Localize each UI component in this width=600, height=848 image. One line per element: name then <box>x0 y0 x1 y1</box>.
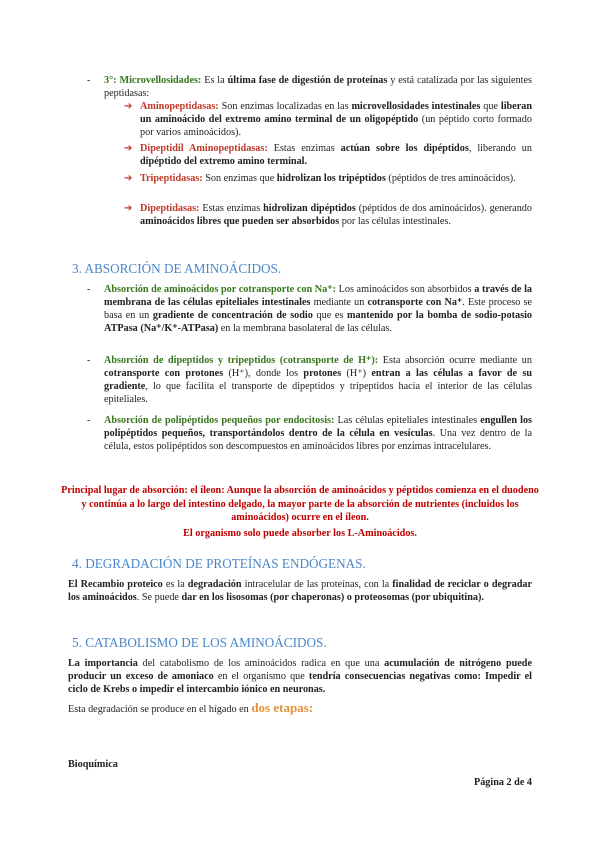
l-aminoacids-note: El organismo solo puede absorber los L-Aminoácidos. <box>183 528 417 539</box>
absorcion-heading: Absorción de dipeptidos y tripeptidos (cotransporte de H⁺): <box>104 355 379 366</box>
absorption-site-note: Principal lugar de absorción: el íleon: Aunque la absorción de aminoácidos y péptidos comienza en el duodeno y continúa a lo largo del intestino delgado, la mayor parte de la absorción de nutrientes (incluidos los aminoácidos) ocurre en el íleon. <box>61 485 539 523</box>
absorcion-item: Absorción de aminoácidos por cotransporte con Na⁺: Los aminoácidos son absorbidos a través de la membrana de las células epiteliales intestinales mediante un cotransporte con Na⁺. Este proceso se basa en un gradiente de concentración de sodio que es mantenido por la bomba de sodio-potasio ATPasa (Na⁺/K⁺-ATPasa) en la membrana basolateral de las células. <box>104 284 533 334</box>
absorcion-item: Absorción de polipéptidos pequeños por endocitosis: Las células epiteliales intestinales engullen los polipéptidos pequeños, transportándolos dentro de la célula en vesículas. Una vez dentro de la célula, estos polipéptidos son descompuestos en aminoácidos libres por enzimas intracelulares. <box>104 415 533 452</box>
bullet-dash: - <box>87 415 91 426</box>
section-5-etapas: Esta degradación se produce en el hígado en dos etapas: <box>68 700 314 715</box>
microvellosidades-paragraph: 3°: Microvellosidades: Es la última fase de digestión de proteínas y está catalizada por las siguientes peptidasas: <box>104 75 532 99</box>
absorcion-heading: Absorción de polipéptidos pequeños por endocitosis: <box>104 415 335 426</box>
peptidasa-item: Aminopeptidasas: Son enzimas localizadas en las microvellosidades intestinales que liberan un aminoácido del extremo amino terminal de un oligopéptido (un péptido corto formado por varios aminoácidos). <box>140 101 532 138</box>
peptidasa-name: Dipeptidil Aminopeptidasas: <box>140 143 268 154</box>
peptidasa-name: Dipeptidasas: <box>140 203 200 214</box>
section-5-title: 5. CATABOLISMO DE LOS AMINOÁCIDOS. <box>72 635 327 650</box>
section-4-title: 4. DEGRADACIÓN DE PROTEÍNAS ENDÓGENAS. <box>72 556 366 571</box>
arrow-right-icon: ➔ <box>124 173 133 184</box>
section-4-paragraph: El Recambio proteico es la degradación intracelular de las proteínas, con la finalidad de reciclar o degradar los aminoácidos. Se puede dar en los lisosomas (por chaperonas) o proteosomas (por ubiquitina). <box>68 579 533 603</box>
peptidasa-item: Dipeptidasas: Estas enzimas hidrolizan dipéptidos (péptidos de dos aminoácidos). generando aminoácidos libres que pueden ser absorbidos por las células intestinales. <box>140 203 532 227</box>
section-3-title: 3. ABSORCIÓN DE AMINOÁCIDOS. <box>72 261 282 276</box>
peptidasa-item: Dipeptidil Aminopeptidasas: Estas enzimas actúan sobre los dipéptidos, liberando un dipéptido del extremo amino terminal. <box>140 143 532 167</box>
peptidasa-item: Tripeptidasas: Son enzimas que hidrolizan los tripéptidos (péptidos de tres aminoácidos). <box>140 173 516 184</box>
microvellosidades-heading: 3°: Microvellosidades: <box>104 75 202 86</box>
peptidasa-name: Tripeptidasas: <box>140 173 203 184</box>
peptidasa-name: Aminopeptidasas: <box>140 101 219 112</box>
absorcion-item: Absorción de dipeptidos y tripeptidos (cotransporte de H⁺): Esta absorción ocurre mediante un cotransporte con protones (H⁺), donde los protones (H⁺) entran a las células a favor de su gradiente, lo que facilita el transporte de dipeptidos y tripeptidos hacia el interior de las células epiteliales. <box>104 355 533 405</box>
section-5-paragraph: La importancia del catabolismo de los aminoácidos radica en que una acumulación de nitrógeno puede producir un exceso de amoniaco en el organismo que tendría consecuencias negativas como: Impedir el ciclo de Krebs o impedir el intercambio iónico en neuronas. <box>68 658 532 695</box>
bullet-dash: - <box>87 284 91 295</box>
bullet-dash: - <box>87 75 91 86</box>
absorcion-heading: Absorción de aminoácidos por cotransporte con Na⁺: <box>104 284 336 295</box>
bullet-dash: - <box>87 355 91 366</box>
arrow-right-icon: ➔ <box>124 101 133 112</box>
footer-page-number: Página 2 de 4 <box>473 777 532 788</box>
arrow-right-icon: ➔ <box>124 143 133 154</box>
dos-etapas-highlight: dos etapas: <box>251 700 314 715</box>
footer-subject: Bioquímica <box>68 759 118 770</box>
arrow-right-icon: ➔ <box>124 203 133 214</box>
